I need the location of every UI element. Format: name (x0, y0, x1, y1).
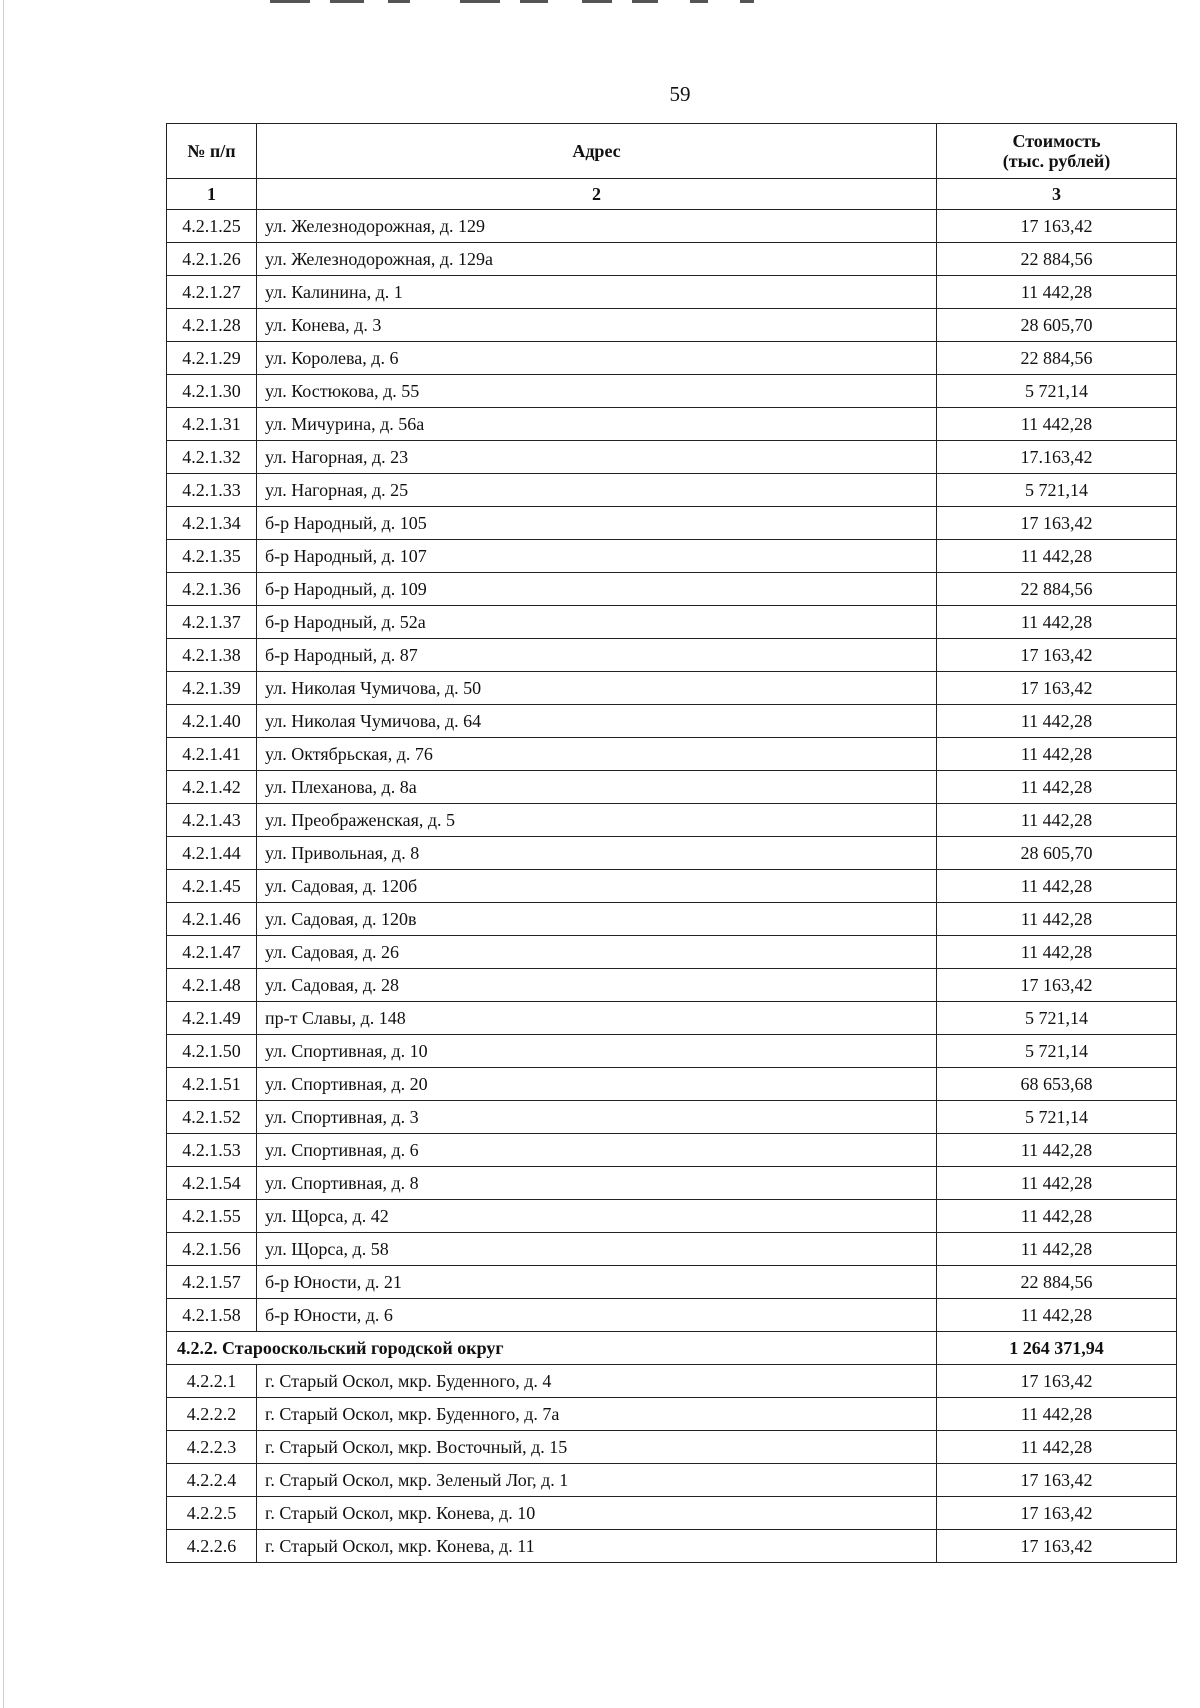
row-address: ул. Николая Чумичова, д. 64 (257, 705, 937, 738)
header-cost-line2: (тыс. рублей) (1002, 151, 1111, 171)
row-number: 4.2.1.45 (167, 870, 257, 903)
table-row (167, 573, 1177, 606)
table-row (167, 1266, 1177, 1299)
row-number: 4.2.1.31 (167, 408, 257, 441)
row-address: ул. Николая Чумичова, д. 50 (257, 672, 937, 705)
row-cost: 11 442,28 (937, 1167, 1177, 1200)
row-address: ул. Октябрьская, д. 76 (257, 738, 937, 771)
table-row (167, 507, 1177, 540)
table-row (167, 210, 1177, 243)
row-cost: 22 884,56 (937, 1266, 1177, 1299)
row-cost: 11 442,28 (937, 1299, 1177, 1332)
row-address: г. Старый Оскол, мкр. Восточный, д. 15 (257, 1431, 937, 1464)
row-number: 4.2.1.51 (167, 1068, 257, 1101)
header-address: Адрес (257, 124, 937, 179)
table-row (167, 474, 1177, 507)
row-cost: 11 442,28 (937, 408, 1177, 441)
row-number: 4.2.2.6 (167, 1530, 257, 1563)
row-number: 4.2.2.1 (167, 1365, 257, 1398)
row-number: 4.2.1.58 (167, 1299, 257, 1332)
row-number: 4.2.1.29 (167, 342, 257, 375)
table-row (167, 276, 1177, 309)
row-cost: 17 163,42 (937, 969, 1177, 1002)
table-row (167, 936, 1177, 969)
row-cost: 17 163,42 (937, 639, 1177, 672)
row-cost: 11 442,28 (937, 606, 1177, 639)
table-row (167, 870, 1177, 903)
row-address: ул. Щорса, д. 42 (257, 1200, 937, 1233)
row-cost: 17 163,42 (937, 672, 1177, 705)
table-row (167, 639, 1177, 672)
row-address: ул. Преображенская, д. 5 (257, 804, 937, 837)
row-number: 4.2.1.26 (167, 243, 257, 276)
table-row (167, 1068, 1177, 1101)
row-address: ул. Садовая, д. 120в (257, 903, 937, 936)
row-number: 4.2.1.53 (167, 1134, 257, 1167)
row-cost: 11 442,28 (937, 936, 1177, 969)
table-row (167, 705, 1177, 738)
row-cost: 11 442,28 (937, 1431, 1177, 1464)
table-row (167, 1464, 1177, 1497)
table-row (167, 771, 1177, 804)
row-number: 4.2.1.33 (167, 474, 257, 507)
row-cost: 17 163,42 (937, 210, 1177, 243)
row-number: 4.2.1.30 (167, 375, 257, 408)
row-address: ул. Калинина, д. 1 (257, 276, 937, 309)
row-address: б-р Народный, д. 107 (257, 540, 937, 573)
table-row (167, 540, 1177, 573)
row-address: г. Старый Оскол, мкр. Буденного, д. 4 (257, 1365, 937, 1398)
row-cost: 5 721,14 (937, 375, 1177, 408)
row-cost: 11 442,28 (937, 870, 1177, 903)
header-cost-line1: Стоимость (1012, 131, 1101, 151)
section-row (167, 1332, 1177, 1365)
row-cost: 11 442,28 (937, 1134, 1177, 1167)
row-number: 4.2.1.54 (167, 1167, 257, 1200)
column-number: 1 (167, 179, 257, 210)
row-cost: 17 163,42 (937, 507, 1177, 540)
row-number: 4.2.1.36 (167, 573, 257, 606)
row-number: 4.2.1.46 (167, 903, 257, 936)
row-cost: 28 605,70 (937, 837, 1177, 870)
row-number: 4.2.2.4 (167, 1464, 257, 1497)
table-row (167, 1200, 1177, 1233)
row-number: 4.2.1.35 (167, 540, 257, 573)
row-address: ул. Спортивная, д. 10 (257, 1035, 937, 1068)
table-row (167, 837, 1177, 870)
row-number: 4.2.1.57 (167, 1266, 257, 1299)
row-number: 4.2.1.34 (167, 507, 257, 540)
row-address: б-р Народный, д. 87 (257, 639, 937, 672)
row-number: 4.2.1.44 (167, 837, 257, 870)
row-number: 4.2.1.48 (167, 969, 257, 1002)
row-cost: 5 721,14 (937, 474, 1177, 507)
row-number: 4.2.1.41 (167, 738, 257, 771)
table-row (167, 903, 1177, 936)
row-address: б-р Юности, д. 6 (257, 1299, 937, 1332)
table-row (167, 441, 1177, 474)
row-address: ул. Щорса, д. 58 (257, 1233, 937, 1266)
cost-table (166, 123, 1177, 1563)
row-address: ул. Спортивная, д. 8 (257, 1167, 937, 1200)
row-cost: 17.163,42 (937, 441, 1177, 474)
row-address: б-р Юности, д. 21 (257, 1266, 937, 1299)
row-address: б-р Народный, д. 109 (257, 573, 937, 606)
row-number: 4.2.1.47 (167, 936, 257, 969)
row-number: 4.2.1.37 (167, 606, 257, 639)
column-number: 2 (257, 179, 937, 210)
row-address: ул. Спортивная, д. 3 (257, 1101, 937, 1134)
row-address: пр-т Славы, д. 148 (257, 1002, 937, 1035)
row-address: ул. Садовая, д. 28 (257, 969, 937, 1002)
row-address: ул. Спортивная, д. 20 (257, 1068, 937, 1101)
table-row (167, 738, 1177, 771)
scan-edge-line (3, 0, 4, 1708)
page-number: 59 (669, 82, 691, 106)
table-row (167, 1233, 1177, 1266)
table-row (167, 309, 1177, 342)
table-row (167, 375, 1177, 408)
row-address: ул. Нагорная, д. 23 (257, 441, 937, 474)
row-cost: 11 442,28 (937, 276, 1177, 309)
row-cost: 22 884,56 (937, 573, 1177, 606)
row-cost: 17 163,42 (937, 1497, 1177, 1530)
row-cost: 68 653,68 (937, 1068, 1177, 1101)
row-cost: 11 442,28 (937, 738, 1177, 771)
table-header-row (167, 124, 1177, 179)
row-cost: 17 163,42 (937, 1530, 1177, 1563)
row-cost: 22 884,56 (937, 243, 1177, 276)
table-row (167, 408, 1177, 441)
table-row (167, 1167, 1177, 1200)
header-cost (937, 124, 1177, 179)
row-cost: 17 163,42 (937, 1365, 1177, 1398)
row-address: ул. Спортивная, д. 6 (257, 1134, 937, 1167)
table-row (167, 1497, 1177, 1530)
row-cost: 17 163,42 (937, 1464, 1177, 1497)
row-address: г. Старый Оскол, мкр. Конева, д. 11 (257, 1530, 937, 1563)
table-body-part-1 (167, 210, 1177, 1332)
row-address: ул. Нагорная, д. 25 (257, 474, 937, 507)
row-address: б-р Народный, д. 105 (257, 507, 937, 540)
table-row (167, 1431, 1177, 1464)
table-row (167, 1530, 1177, 1563)
section-title: 4.2.2. Старооскольский городской округ (167, 1332, 937, 1365)
row-cost: 11 442,28 (937, 1398, 1177, 1431)
row-number: 4.2.1.43 (167, 804, 257, 837)
row-cost: 5 721,14 (937, 1002, 1177, 1035)
table-body-part-2 (167, 1365, 1177, 1563)
section-body (167, 1332, 1177, 1365)
row-number: 4.2.2.5 (167, 1497, 257, 1530)
table-row (167, 1134, 1177, 1167)
table-row (167, 1035, 1177, 1068)
table-row (167, 1398, 1177, 1431)
table-row (167, 606, 1177, 639)
scan-top-marks (270, 0, 830, 4)
table-row (167, 1101, 1177, 1134)
row-address: ул. Конева, д. 3 (257, 309, 937, 342)
column-number: 3 (937, 179, 1177, 210)
row-number: 4.2.2.2 (167, 1398, 257, 1431)
table-row (167, 1002, 1177, 1035)
row-address: ул. Королева, д. 6 (257, 342, 937, 375)
row-cost: 11 442,28 (937, 804, 1177, 837)
row-number: 4.2.1.39 (167, 672, 257, 705)
table-row (167, 969, 1177, 1002)
row-address: ул. Садовая, д. 26 (257, 936, 937, 969)
column-number-row (167, 179, 1177, 210)
row-cost: 11 442,28 (937, 1200, 1177, 1233)
row-address: г. Старый Оскол, мкр. Конева, д. 10 (257, 1497, 937, 1530)
row-number: 4.2.1.25 (167, 210, 257, 243)
row-number: 4.2.1.27 (167, 276, 257, 309)
row-number: 4.2.1.55 (167, 1200, 257, 1233)
row-address: ул. Садовая, д. 120б (257, 870, 937, 903)
row-number: 4.2.1.28 (167, 309, 257, 342)
table-row (167, 1299, 1177, 1332)
row-number: 4.2.1.32 (167, 441, 257, 474)
row-number: 4.2.1.42 (167, 771, 257, 804)
row-address: г. Старый Оскол, мкр. Буденного, д. 7а (257, 1398, 937, 1431)
table-row (167, 804, 1177, 837)
section-total: 1 264 371,94 (937, 1332, 1177, 1365)
row-address: ул. Привольная, д. 8 (257, 837, 937, 870)
row-address: ул. Плеханова, д. 8а (257, 771, 937, 804)
row-number: 4.2.1.40 (167, 705, 257, 738)
table-row (167, 672, 1177, 705)
row-address: б-р Народный, д. 52а (257, 606, 937, 639)
row-number: 4.2.1.38 (167, 639, 257, 672)
row-number: 4.2.2.3 (167, 1431, 257, 1464)
row-cost: 11 442,28 (937, 903, 1177, 936)
header-num: № п/п (167, 124, 257, 179)
row-address: ул. Мичурина, д. 56а (257, 408, 937, 441)
row-address: ул. Железнодорожная, д. 129 (257, 210, 937, 243)
row-cost: 11 442,28 (937, 1233, 1177, 1266)
row-cost: 11 442,28 (937, 705, 1177, 738)
row-number: 4.2.1.50 (167, 1035, 257, 1068)
row-cost: 28 605,70 (937, 309, 1177, 342)
row-cost: 22 884,56 (937, 342, 1177, 375)
row-number: 4.2.1.49 (167, 1002, 257, 1035)
row-address: ул. Костюкова, д. 55 (257, 375, 937, 408)
row-number: 4.2.1.56 (167, 1233, 257, 1266)
table-row (167, 1365, 1177, 1398)
row-cost: 5 721,14 (937, 1035, 1177, 1068)
row-address: г. Старый Оскол, мкр. Зеленый Лог, д. 1 (257, 1464, 937, 1497)
row-cost: 11 442,28 (937, 771, 1177, 804)
row-number: 4.2.1.52 (167, 1101, 257, 1134)
table-row (167, 243, 1177, 276)
row-address: ул. Железнодорожная, д. 129а (257, 243, 937, 276)
table-row (167, 342, 1177, 375)
row-cost: 5 721,14 (937, 1101, 1177, 1134)
row-cost: 11 442,28 (937, 540, 1177, 573)
